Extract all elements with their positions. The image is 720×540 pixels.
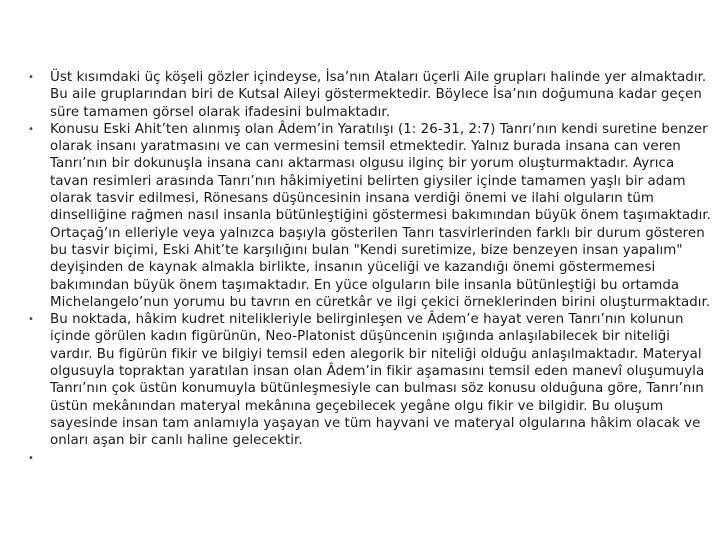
bullet-item-1 (28, 69, 716, 121)
bullet-item-4 (28, 450, 716, 467)
bullet-text-2: Konusu Eski Ahit’ten alınmış olan Âdem’in Yaratılışı (1: 26-31, 2:7) Tanrı’nın kendi suretine benzer olarak insanı yaratmasını ve can vermesini temsil etmektedir. Yalnız burada insana can veren Tanrı’nın bir dokunuşla insana canı aktarması olgusu ilginç bir yorum oluşturmaktadır. Ayrıca tavan resimleri arasında Tanrı’nın hâkimiyetini belirten giysiler içinde tamamen yaşlı bir adam olarak tasvir edilmesi, Rönesans düşüncesinin insana verdiği önemi ve ilahi olguların tüm dinselliğine rağmen nasıl insanla bütünleştiğini göstermesi bakımından büyük önem taşımaktadır. Ortaçağ’ın elleriyle veya yalnızca başıyla gösterilen Tanrı tasvirlerinden farklı bir durum gösteren bu tasvir biçimi, Eski Ahit’te karşılığını bulan "Kendi suretimize, bize benzeyen insan yapalım" deyişinden de kaynak almakla birlikte, insanın yüceliği ve kazandığı önemi göstermemesi bakımından büyük önem taşımaktadır. En yüce olguların bile insanla bütünleştiği bu ortamda Michelangelo’nun yorumu bu tavrın en cüretkâr ve ilgi çekici örneklerinden birini oluşturmaktadır. (50, 121, 712, 310)
bullet-dot-icon: • (28, 123, 34, 135)
bullet-text-1: Üst kısımdaki üç köşeli gözler içindeyse, İsa’nın Ataları üçerli Aile grupları halinde yer almaktadır. Bu aile gruplarından biri de Kutsal Aileyi göstermektedir. Böylece İsa’nın doğumuna kadar geçen süre tamamen görsel olarak ifadesini bulmaktadır. (50, 70, 707, 120)
bullet-item-3 (28, 311, 716, 449)
bullet-dot-icon: • (28, 452, 34, 464)
bullet-dot-icon: • (28, 314, 34, 326)
bullet-list (28, 69, 716, 467)
bullet-item-2 (28, 121, 716, 311)
bullet-text-3: Bu noktada, hâkim kudret nitelikleriyle belirginleşen ve Âdem’e hayat veren Tanrı’nın kolunun içinde görülen kadın figürünün, Neo-Platonist düşüncenin ışığında anlaşılabilecek bir niteliği vardır. Bu figürün fikir ve bilgiyi temsil eden alegorik bir niteliği olduğu anlaşılmaktadır. Materyal olgusuyla topraktan yaratılan insan olan Âdem’in fikir aşamasını temsil eden manevî oluşumuyla Tanrı’nın çok üstün konumuyla bütünleşmesiyle can bulması söz konusu olduğuna göre, Tanrı’nın üstün mekânından materyal mekânına geçebilecek yegâne olgu fikir ve bilgidir. Bu oluşum sayesinde insan tam anlamıyla yaşayan ve tüm hayvani ve materyal olgularına hâkim olacak ve onları aşan bir canlı haline gelecektir. (50, 312, 705, 449)
bullet-dot-icon: • (28, 72, 34, 83)
